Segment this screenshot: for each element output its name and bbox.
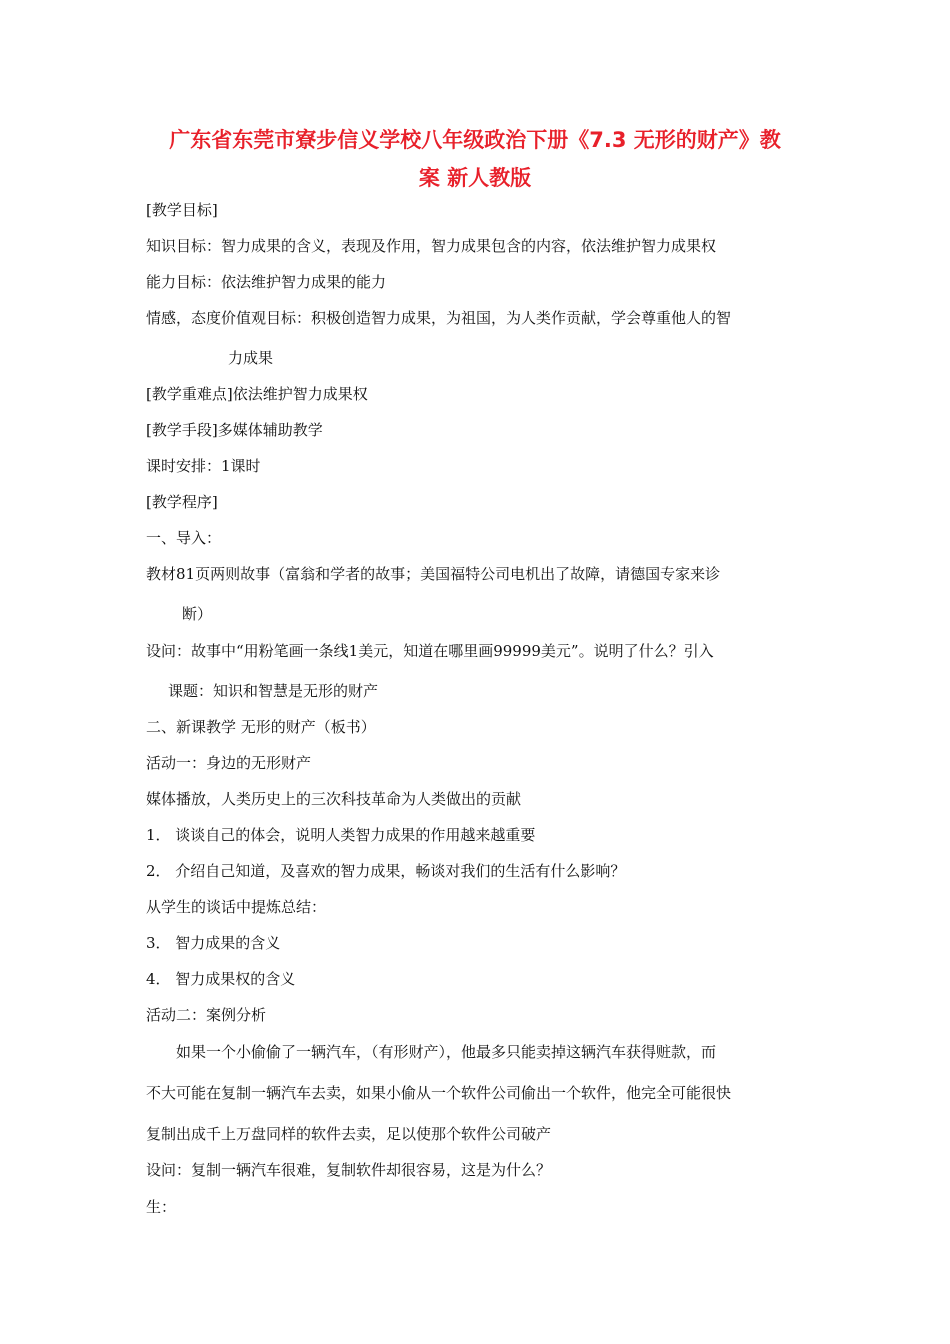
case-paragraph-line-3: 复制出成千上万盘同样的软件去卖，足以使那个软件公司破产 xyxy=(146,1125,552,1143)
case-paragraph-line-1: 如果一个小偷偷了一辆汽车，（有形财产），他最多只能卖掉这辆汽车获得赃款，而 xyxy=(176,1043,717,1061)
attitude-goal-continued: 力成果 xyxy=(228,349,274,367)
list-item-1: 1． 谈谈自己的体会，说明人类智力成果的作用越来越重要 xyxy=(146,826,536,844)
introduction-story: 教材81页两则故事（富翁和学者的故事；美国福特公司电机出了故障，请德国专家来诊 xyxy=(146,565,721,583)
activity-one-media: 媒体播放，人类历史上的三次科技革命为人类做出的贡献 xyxy=(146,790,522,808)
list-item-3: 3． 智力成果的含义 xyxy=(146,934,281,952)
class-schedule: 课时安排：1课时 xyxy=(146,457,261,475)
step-introduction: 一、导入： xyxy=(146,529,222,547)
list-item-4: 4． 智力成果权的含义 xyxy=(146,970,296,988)
teaching-method: [教学手段]多媒体辅助教学 xyxy=(146,421,323,439)
ability-goal: 能力目标：依法维护智力成果的能力 xyxy=(146,273,387,291)
activity-one-heading: 活动一：身边的无形财产 xyxy=(146,754,312,772)
list-item-2: 2． 介绍自己知道，及喜欢的智力成果，畅谈对我们的生活有什么影响？ xyxy=(146,862,626,880)
summary-intro: 从学生的谈话中提炼总结： xyxy=(146,898,327,916)
key-difficulty: [教学重难点]依法维护智力成果权 xyxy=(146,385,368,403)
introduction-question: 设问：故事中“用粉笔画一条线1美元，知道在哪里画99999美元”。说明了什么？引入 xyxy=(146,642,714,660)
activity-two-heading: 活动二：案例分析 xyxy=(146,1006,267,1024)
attitude-goal: 情感，态度价值观目标：积极创造智力成果，为祖国，为人类作贡献，学会尊重他人的智 xyxy=(146,309,732,327)
case-paragraph-line-2: 不大可能在复制一辆汽车去卖，如果小偷从一个软件公司偷出一个软件，他完全可能很快 xyxy=(146,1084,732,1102)
step-new-lesson: 二、新课教学 无形的财产（板书） xyxy=(146,718,376,736)
section-heading-teaching-goals: [教学目标] xyxy=(146,201,218,219)
document-title-line-1: 广东省东莞市寮步信义学校八年级政治下册《7.3 无形的财产》教 xyxy=(169,128,781,152)
section-heading-teaching-procedure: [教学程序] xyxy=(146,493,218,511)
knowledge-goal: 知识目标：智力成果的含义，表现及作用，智力成果包含的内容，依法维护智力成果权 xyxy=(146,237,717,255)
introduction-question-continued: 课题：知识和智慧是无形的财产 xyxy=(168,682,379,700)
student-answer-label: 生： xyxy=(146,1198,177,1216)
case-question: 设问：复制一辆汽车很难，复制软件却很容易，这是为什么？ xyxy=(146,1161,552,1179)
document-title-line-2: 案 新人教版 xyxy=(418,166,532,190)
introduction-story-continued: 断） xyxy=(182,605,213,623)
